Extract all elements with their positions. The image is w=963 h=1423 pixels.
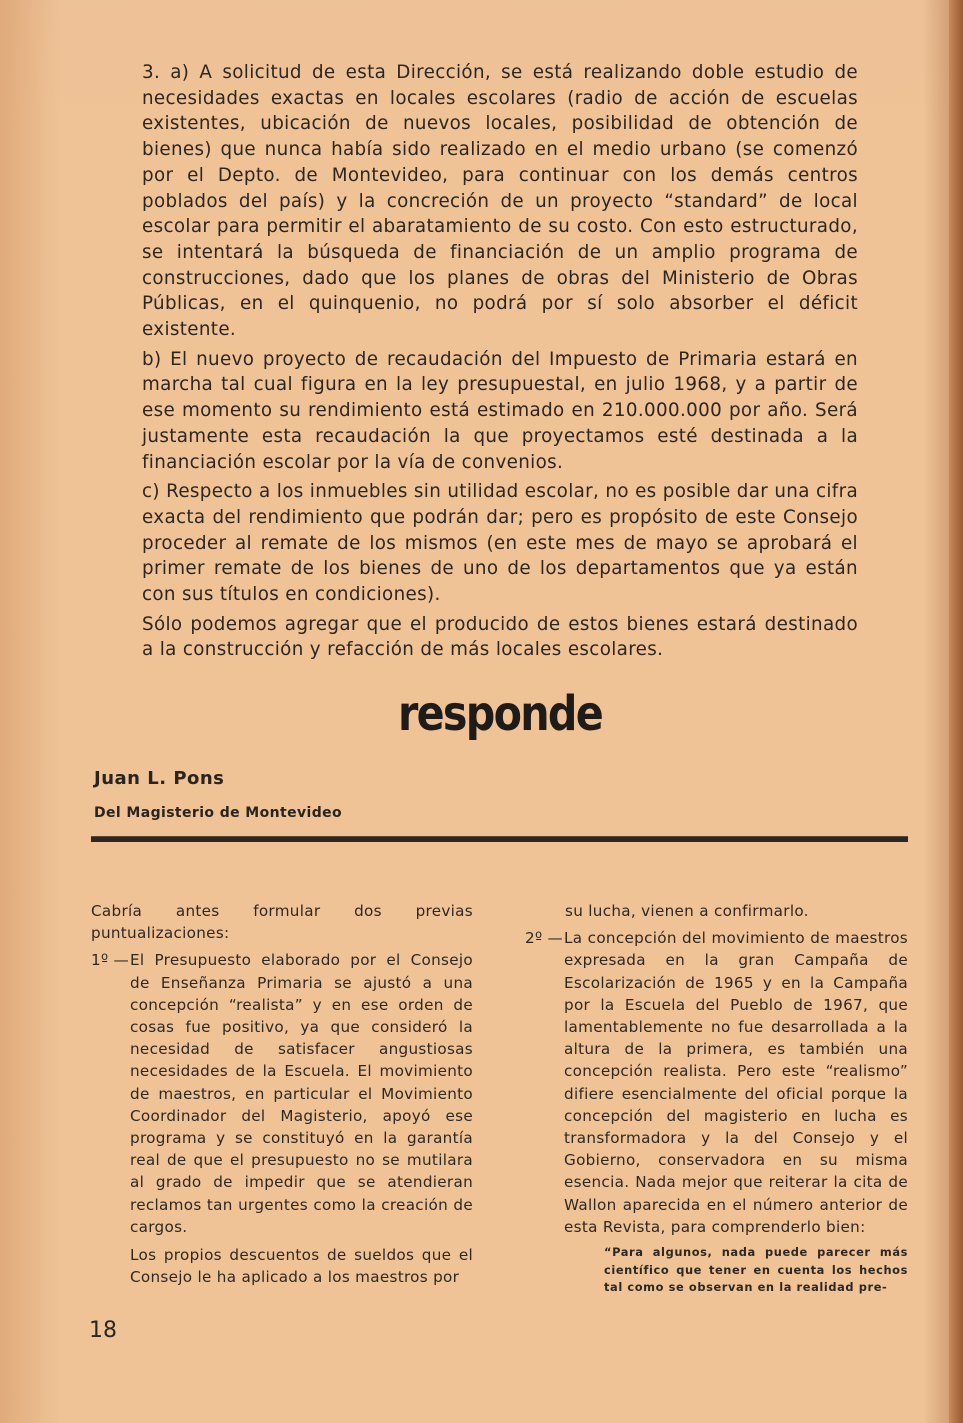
column-continuation: su lucha, vienen a confirmarlo. bbox=[565, 902, 809, 920]
point-number: 1º — bbox=[91, 951, 130, 970]
page-number: 18 bbox=[89, 1318, 117, 1343]
intro-paragraph: Cabría antes formular dos previas puntualizaciones: bbox=[91, 902, 473, 943]
point-1-continuation: Los propios descuentos de sueldos que el Consejo le ha aplicado a los maestros por bbox=[130, 1246, 473, 1287]
page-edge-shadow bbox=[949, 0, 963, 1423]
section-heading: responde bbox=[397, 686, 603, 742]
numbered-point-1 bbox=[91, 949, 473, 1238]
top-text-block bbox=[142, 60, 858, 663]
point-number: 2º — bbox=[525, 929, 564, 948]
point-text: La concepción del movimiento de maestros expresada en la gran Campaña de Escolarización de 1965 y en la Campaña por la Escuela del Pueblo de 1967, que lamentablemente no fue desarrollada a la altura de la primera, es también una concepción realista. Pero este “realismo” difiere esencialmente del oficial porque la concepción del magisterio en lucha es transformadora y la del Consejo y el Gobierno, conservadora en su misma esencia. Nada mejor que reiterar la cita de Wallon aparecida en el número anterior de esta Revista, para comprenderlo bien: bbox=[564, 929, 908, 1236]
left-column bbox=[91, 900, 473, 1293]
section-divider bbox=[91, 836, 908, 842]
point-text: El Presupuesto elaborado por el Consejo de Enseñanza Primaria se ajustó a una concepción “realista” y en ese orden de cosas fue positivo, ya que consideró la necesidad de satisfacer angustiosas necesidades de la Escuela. El movimiento de maestros, en particular el Movimiento Coordinador del Magisterio, apoyó ese programa y se constituyó en la garantía real de que el presupuesto no se mutilara al grado de impedir que se atendieran reclamos tan urgentes como la creación de cargos. bbox=[130, 951, 473, 1236]
paragraph-3c: c) Respecto a los inmuebles sin utilidad escolar, no es posible dar una cifra exacta del rendimiento que podrán dar; pero es propósito de este Consejo proceder al remate de los mismos (en este mes de mayo se aprobará el primer remate de los bienes de uno de los departamentos que ya están con sus títulos en condiciones). bbox=[142, 481, 858, 606]
numbered-point-2 bbox=[525, 927, 908, 1238]
paragraph-3b: b) El nuevo proyecto de recaudación del Impuesto de Primaria estará en marcha tal cual figura en la ley presupuestal, en julio 1968, y a partir de ese momento su rendimiento está estimado en 210.000.000 por año. Será justamente esta recaudación la que proyectamos esté destinada a la financiación escolar por la vía de convenios. bbox=[142, 348, 858, 473]
right-column bbox=[525, 900, 908, 1297]
paragraph-closing: Sólo podemos agregar que el producido de estos bienes estará destinado a la construcción y refacción de más locales escolares. bbox=[142, 613, 858, 661]
wallon-quote: “Para algunos, nada puede parecer más científico que tener en cuenta los hechos tal como se observan en la realidad pre- bbox=[604, 1245, 908, 1295]
author-name: Juan L. Pons bbox=[94, 768, 225, 789]
paragraph-3a: 3. a) A solicitud de esta Dirección, se está realizando doble estudio de necesidades exactas en locales escolares (radio de acción de escuelas existentes, ubicación de nuevos locales, posibilidad de obtención de bienes) que nunca había sido realizado en el medio urbano (se comenzó por el Depto. de Montevideo, para continuar con los demás centros poblados del país) y la concreción de un proyecto “standard” de local escolar para permitir el abaratamiento de su costo. Con esto estructurado, se intentará la búsqueda de financiación de un amplio programa de construcciones, dado que los planes de obras del Ministerio de Obras Públicas, en el quinquenio, no podrá por sí solo absorber el déficit existente. bbox=[142, 62, 858, 341]
author-affiliation: Del Magisterio de Montevideo bbox=[94, 805, 343, 821]
